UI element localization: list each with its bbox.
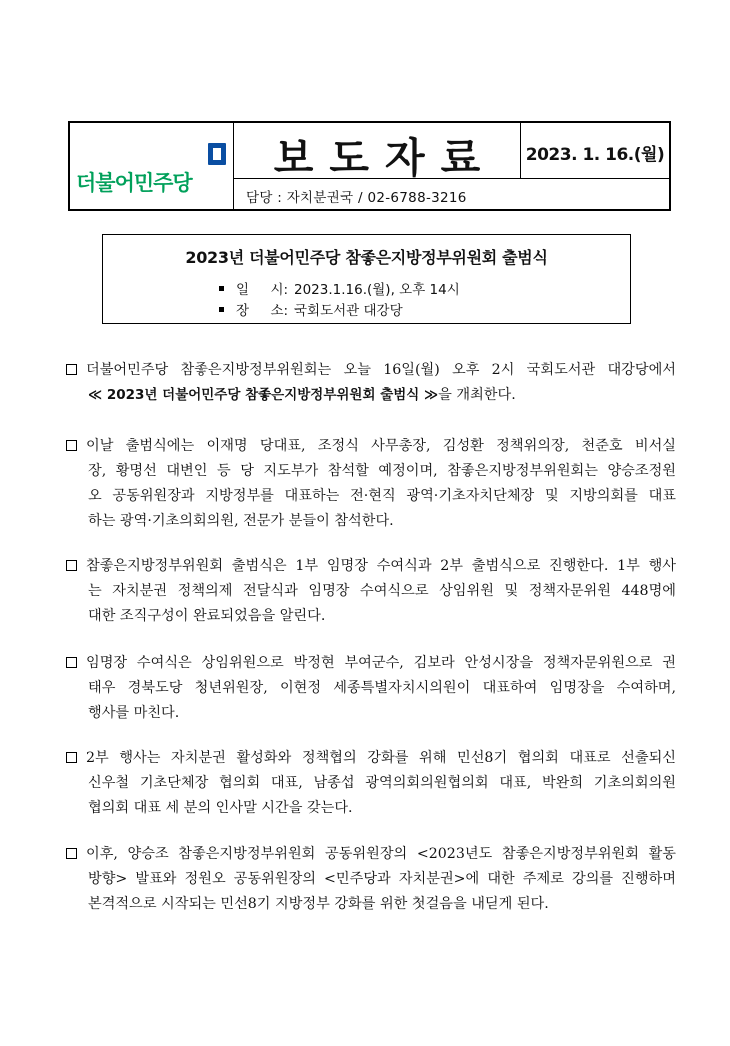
press-release-header [68,121,671,211]
event-title: 2023년 더불어민주당 참좋은지방정부위원회 출범식 [185,248,548,267]
event-name-emphasis: ≪ 2023년 더불어민주당 참좋은지방정부위원회 출범식 ≫ [88,387,439,403]
paragraph-line: 더불어민주당 참좋은지방정부위원회는 오늘 16일(월) 오후 2시 국회도서관 대강당에서 [66,358,676,383]
party-logo-text: 더불어민주당 [76,171,192,195]
event-row-datetime [219,278,460,298]
paragraph-6 [66,842,676,917]
checkbox-bullet-icon [66,657,77,668]
paragraph-line: 신우철 기초단체장 협의회 대표, 남종섭 광역의회의원협의회 대표, 박완희 기초의회의원 [88,775,676,791]
event-row-label: 일 시: [236,282,289,298]
paragraph-5 [66,746,676,821]
checkbox-bullet-icon [66,848,77,859]
date-cell [521,123,669,179]
paragraph-3 [66,554,676,629]
contact-info: 담당 : 자치분권국 / 02-6788-3216 [246,190,467,206]
page-title: 보도자료 [273,134,497,182]
event-summary-box [102,234,631,324]
bullet-square-icon [219,307,224,312]
checkbox-bullet-icon [66,364,77,375]
paragraph-line: 방향> 발표와 정원오 공동위원장의 <민주당과 자치분권>에 대한 주제로 강의를 진행하며 [88,871,676,887]
paragraph-line: 장, 황명선 대변인 등 당 지도부가 참석할 예정이며, 참좋은지방정부위원회는 양승조정원 [88,463,676,479]
paragraph-line: 대한 조직구성이 완료되었음을 알린다. [88,608,326,624]
paragraph-1 [66,358,676,408]
paragraph-2 [66,434,676,534]
event-row-label: 장 소: [236,303,289,319]
paragraph-4 [66,651,676,726]
paragraph-line: 오 공동위원장과 지방정부를 대표하는 전·현직 광역·기초자치단체장 및 지방의회를 대표 [88,488,676,504]
paragraph-line: ≪ 2023년 더불어민주당 참좋은지방정부위원회 출범식 ≫을 개최한다. [88,387,516,403]
party-logo-icon [208,143,226,165]
event-row-value: 국회도서관 대강당 [294,303,403,319]
paragraph-line: 임명장 수여식은 상임위원으로 박정현 부여군수, 김보라 안성시장을 정책자문위원으로 권 [66,651,676,676]
paragraph-line: 2부 행사는 자치분권 활성화와 정책협의 강화를 위해 민선8기 협의회 대표로 선출되신 [66,746,676,771]
paragraph-line: 참좋은지방정부위원회 출범식은 1부 임명장 수여식과 2부 출범식으로 진행한다. 1부 행사 [66,554,676,579]
checkbox-bullet-icon [66,560,77,571]
paragraph-line: 이후, 양승조 참좋은지방정부위원회 공동위원장의 <2023년도 참좋은지방정부위원회 활동 [66,842,676,867]
paragraph-line: 행사를 마친다. [88,705,180,721]
paragraph-line: 하는 광역·기초의회의원, 전문가 분들이 참석한다. [88,513,394,529]
event-row-value: 2023.1.16.(월), 오후 14시 [294,282,460,298]
title-cell [234,123,521,182]
bullet-square-icon [219,286,224,291]
checkbox-bullet-icon [66,440,77,451]
paragraph-line: 는 자치분권 정책의제 전달식과 임명장 수여식으로 상임위원 및 정책자문위원 448명에 [88,583,676,599]
event-row-location [219,299,403,319]
paragraph-line: 협의회 대표 세 분의 인사말 시간을 갖는다. [88,800,353,816]
paragraph-line: 본격적으로 시작되는 민선8기 지방정부 강화를 위한 첫걸음을 내딛게 된다. [88,896,549,912]
checkbox-bullet-icon [66,752,77,763]
paragraph-line: 이날 출범식에는 이재명 당대표, 조정식 사무총장, 김성환 정책위의장, 천준호 비서실 [66,434,676,459]
paragraph-line: 태우 경북도당 청년위원장, 이현정 세종특별자치시의원이 대표하여 임명장을 수여하며, [88,680,676,696]
logo-cell [70,123,234,209]
release-date: 2023. 1. 16.(월) [525,145,665,165]
